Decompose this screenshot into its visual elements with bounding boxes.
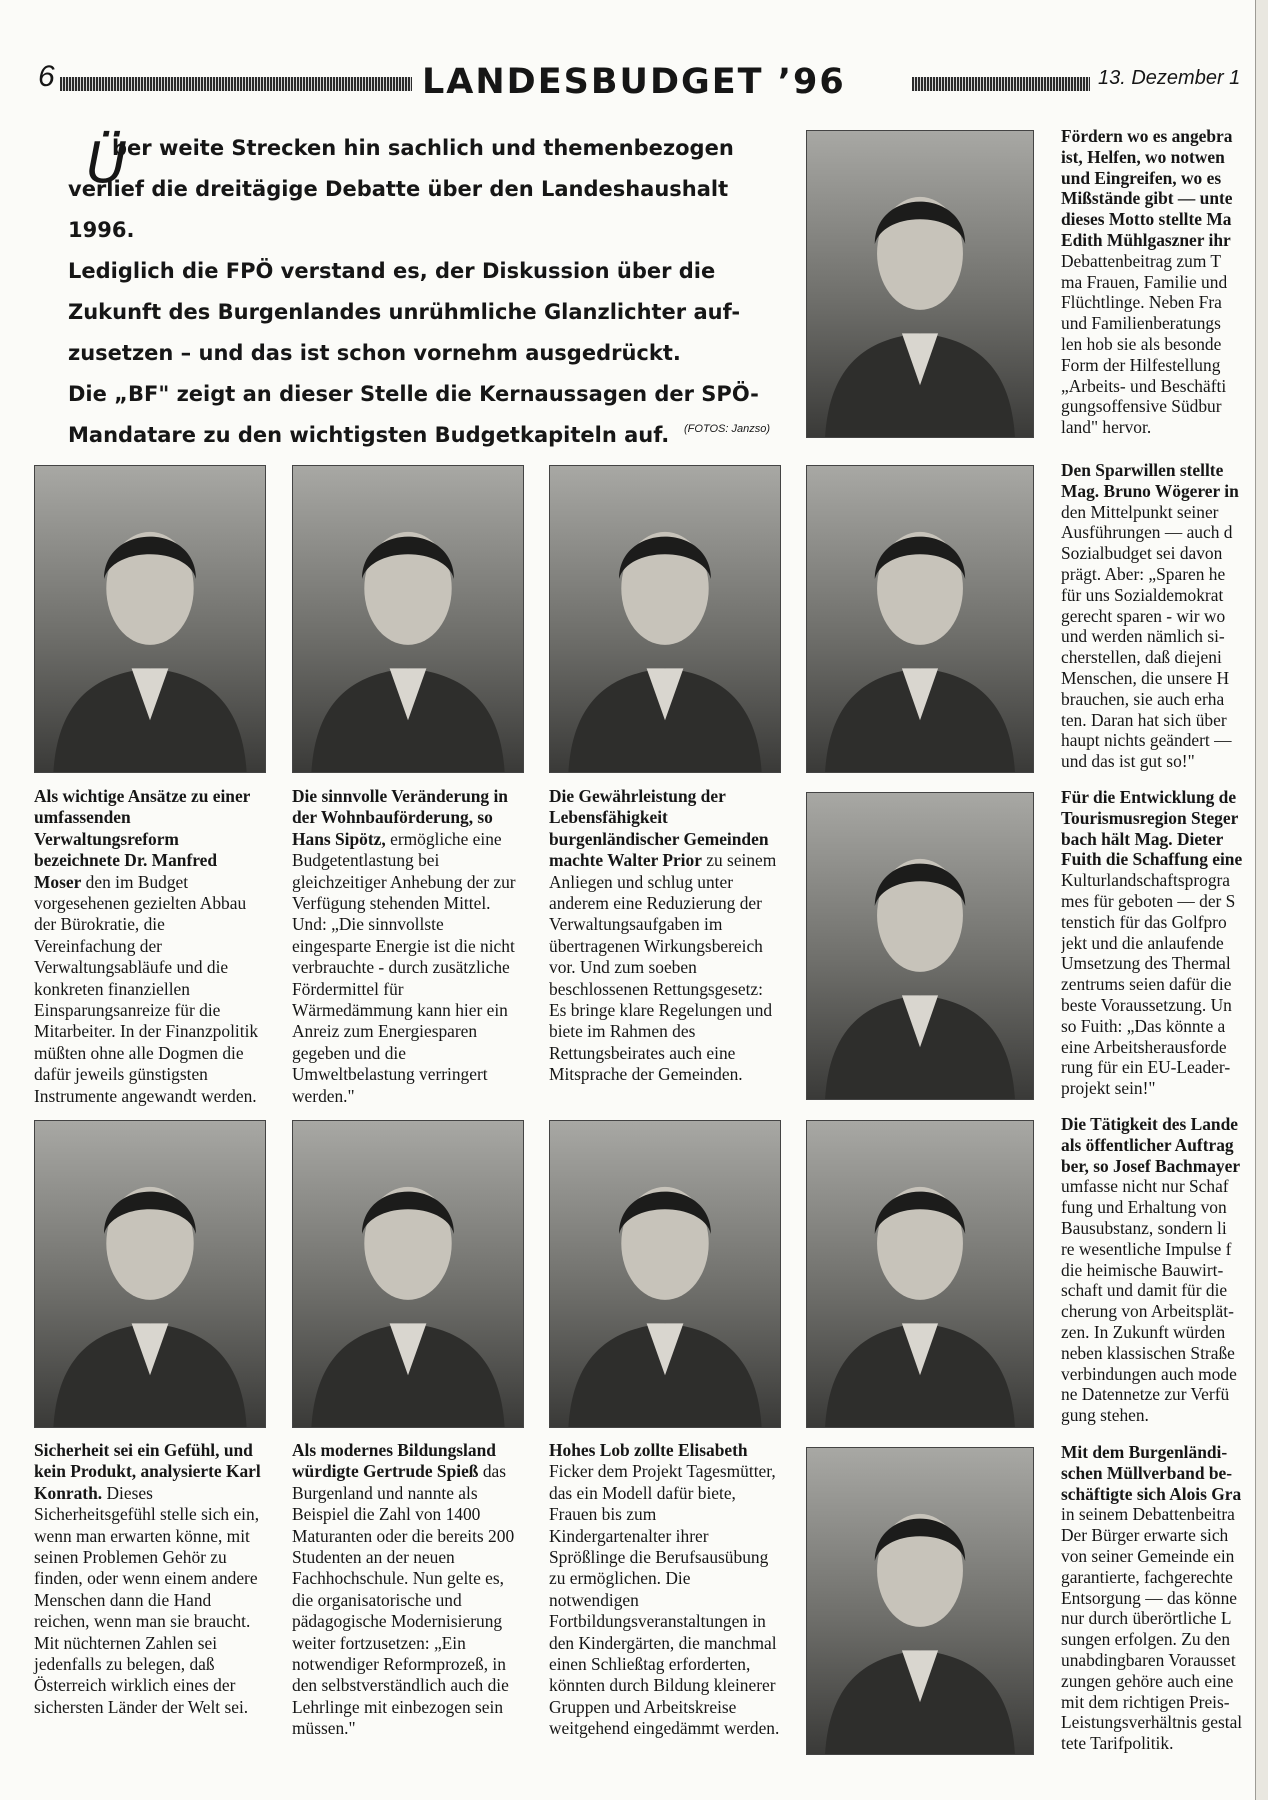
column-line: land" hervor. <box>1061 417 1152 438</box>
column-line: mes für geboten — der S <box>1061 890 1236 911</box>
column-line: umfasse nicht nur Schaf <box>1061 1176 1229 1197</box>
column-line: zen. In Zukunft würden <box>1061 1321 1226 1342</box>
issue-date: 13. Dezember 1 <box>1098 67 1241 89</box>
column-line: die heimische Bauwirt- <box>1061 1259 1224 1280</box>
column-line: Den Sparwillen stellte <box>1061 460 1224 480</box>
scan-edge <box>1255 0 1268 1800</box>
caption-prior <box>549 786 781 1086</box>
column-line: gung stehen. <box>1061 1405 1149 1426</box>
portrait-photo <box>549 1120 781 1428</box>
column-line: ma Frauen, Familie und <box>1061 271 1228 292</box>
caption-body: zu seinem Anliegen und schlug unter anderem eine Reduzierung der Verwaltungsaufgaben im übertragenen Wirkungsbereich vor. Und zum soeben beschlossenen Rettungsgesetz: Es bringe klare Regelungen und biete im Rahmen des Rettungsbeirates auch eine Mitsprache der Gemeinden. <box>549 850 777 1085</box>
column-line: nur durch überörtliche L <box>1061 1608 1232 1629</box>
right-column-muehlgaszner <box>1061 126 1266 438</box>
photo-credit: (FOTOS: Janzso) <box>684 423 770 435</box>
page-number: 6 <box>38 60 55 93</box>
intro-line: Mandatare zu den wichtigsten Budgetkapiteln auf. <box>68 423 670 447</box>
intro-line: Lediglich die FPÖ verstand es, der Diskussion über die <box>68 259 716 283</box>
column-line: Mit dem Burgenländi- <box>1061 1442 1228 1462</box>
caption-lead: Hohes Lob zollte Elisabeth <box>549 1440 748 1460</box>
column-line: in seinem Debattenbeitra <box>1061 1504 1235 1525</box>
column-line: so Fuith: „Das könnte a <box>1061 1015 1226 1036</box>
column-line: neben klassischen Straße <box>1061 1342 1235 1363</box>
portrait-photo <box>806 1120 1034 1428</box>
column-line: für uns Sozialdemokrat <box>1061 584 1224 605</box>
header-rule-left <box>60 77 412 91</box>
right-column-bachmayer <box>1061 1114 1266 1426</box>
column-line: Leistungsverhältnis gestal <box>1061 1712 1243 1733</box>
caption-body: Dieses Sicherheitsgefühl stelle sich ein, wenn man erwarten könne, mit seinen Problemen Gehör zu finden, oder wenn einem andere Menschen dann die Hand reichen, wenn man sie braucht. Mit nüchternen Zahlen sei jedenfalls zu belegen, daß Österreich wirklich eines der sichersten Länder der Welt sei. <box>34 1482 260 1717</box>
caption-spiess <box>292 1440 524 1740</box>
column-line: gerecht sparen - wir wo <box>1061 605 1226 626</box>
column-line: tenstich für das Golfpro <box>1061 911 1227 932</box>
column-line: den Mittelpunkt seiner <box>1061 501 1219 522</box>
column-line: als öffentlicher Auftrag <box>1061 1134 1234 1155</box>
column-line: fung und Erhaltung von <box>1061 1197 1227 1218</box>
column-line: verbindungen auch mode <box>1061 1363 1237 1384</box>
column-line: dieses Motto stellte Ma <box>1061 209 1232 230</box>
column-line: Edith Mühlgaszner ihr <box>1061 229 1231 250</box>
column-line: Umsetzung des Thermal <box>1061 953 1231 974</box>
column-line: zentrums seien dafür die <box>1061 974 1232 995</box>
caption-lead: Die sinnvolle Veränderung in der Wohnbauförderung, so Hans Sipötz, <box>292 786 508 849</box>
portrait-photo <box>292 465 524 773</box>
column-line: von seiner Gemeinde ein <box>1061 1545 1235 1566</box>
caption-lead: Als wichtige Ansätze zu einer umfassenden Verwaltungsreform bezeichnete Dr. Manfred Moser <box>34 786 251 892</box>
column-line: Bausubstanz, sondern li <box>1061 1217 1227 1238</box>
caption-body: den im Budget vorgesehenen gezielten Abbau der Bürokratie, die Vereinfachung der Verwaltungsabläufe und die konkreten finanziellen Einsparungsanreize für die Mitarbeiter. In der Finanzpolitik müßten ohne alle Dogmen die dafür jeweils günstigsten Instrumente angewandt werden. <box>34 871 259 1106</box>
column-line: „Arbeits- und Beschäfti <box>1061 375 1227 396</box>
column-line: Menschen, die unsere H <box>1061 667 1230 688</box>
column-line: Fördern wo es angebra <box>1061 126 1233 146</box>
column-line: jekt und die anlaufende <box>1061 932 1224 953</box>
column-line: und Familienberatungs <box>1061 313 1221 334</box>
column-line: Kulturlandschaftsprogra <box>1061 870 1231 891</box>
column-line: mit dem richtigen Preis- <box>1061 1691 1230 1712</box>
column-line: prägt. Aber: „Sparen he <box>1061 563 1226 584</box>
column-line: cherstellen, daß diejeni <box>1061 647 1222 668</box>
column-line: ber, so Josef Bachmayer <box>1061 1155 1241 1176</box>
caption-body: das Burgenland und nannte als Beispiel die Zahl von 1400 Maturanten oder die bereits 200 Studenten an der neuen Fachhochschule. Nun gelte es, die organisatorische und pädagogische Modernisierung weiter fortzusetzen: „Ein notwendiger Reformprozeß, in den selbstverständlich auch die Lehrlinge mit einbezogen sein müssen." <box>292 1461 515 1739</box>
column-line: Mag. Bruno Wögerer in <box>1061 480 1239 501</box>
column-line: haupt nichts geändert — <box>1061 730 1232 751</box>
intro-line: ber weite Strecken hin sachlich und themenbezogen <box>112 136 734 160</box>
caption-lead: Die Gewährleistung der Lebensfähigkeit burgenländischer Gemeinden machte Walter Prior <box>549 786 769 871</box>
column-line: schaft und damit für die <box>1061 1280 1228 1301</box>
column-line: projekt sein!" <box>1061 1078 1156 1099</box>
portrait-photo <box>34 465 266 773</box>
column-line: Sozialbudget sei davon <box>1061 543 1223 564</box>
column-line: Flüchtlinge. Neben Fra <box>1061 292 1222 313</box>
intro-line: zusetzen – und das ist schon vornehm ausgedrückt. <box>68 341 681 365</box>
column-line: Ausführungen — auch d <box>1061 522 1233 543</box>
caption-lead: Sicherheit sei ein Gefühl, und kein Produkt, analysierte Karl Konrath. <box>34 1440 261 1503</box>
intro-line: verlief die dreitägige Debatte über den Landeshaushalt 1996. <box>68 177 729 242</box>
caption-ficker <box>549 1440 781 1740</box>
column-line: tete Tarifpolitik. <box>1061 1733 1174 1754</box>
column-line: len hob sie als besonde <box>1061 333 1222 354</box>
column-line: und das ist gut so!" <box>1061 751 1195 772</box>
column-line: unabdingbaren Vorausset <box>1061 1649 1236 1670</box>
column-line: sungen erfolgen. Zu den <box>1061 1629 1231 1650</box>
header-rule-right <box>912 77 1090 91</box>
intro-text <box>68 128 784 456</box>
caption-body: ermögliche eine Budgetentlastung bei gleichzeitiger Anhebung der zur Verfügung stehenden Mittel. Und: „Die sinnvollste eingesparte Energie ist die nicht verbrauchte - durch zusätzliche Fördermittel für Wärmedämmung kann hier ein Anreiz zum Energiesparen gegeben und die Umweltbelastung verringert werden." <box>292 828 516 1106</box>
column-line: beste Voraussetzung. Un <box>1061 994 1232 1015</box>
caption-lead: Als modernes Bildungsland würdigte Gertrude Spieß <box>292 1440 496 1482</box>
column-line: schen Müllverband be- <box>1061 1462 1233 1483</box>
column-line: Für die Entwicklung de <box>1061 787 1237 807</box>
column-line: rung für ein EU-Leader- <box>1061 1057 1231 1078</box>
column-line: bach hält Mag. Dieter <box>1061 828 1224 849</box>
column-line: brauchen, sie auch erha <box>1061 688 1225 709</box>
portrait-photo <box>806 792 1034 1100</box>
column-line: eine Arbeitsherausforde <box>1061 1036 1227 1057</box>
column-line: gungsoffensive Südbur <box>1061 396 1222 417</box>
column-line: Fuith die Schaffung eine <box>1061 849 1243 870</box>
column-line: Mißstände gibt — unte <box>1061 188 1233 209</box>
portrait-photo <box>549 465 781 773</box>
column-line: zungen gehöre auch eine <box>1061 1670 1234 1691</box>
intro-drop-cap: Ü <box>86 131 127 196</box>
column-line: Tourismusregion Steger <box>1061 807 1239 828</box>
column-line: cherung von Arbeitsplät- <box>1061 1301 1234 1322</box>
right-column-woegerer <box>1061 460 1266 772</box>
column-line: Form der Hilfestellung <box>1061 354 1221 375</box>
intro-line: Die „BF" zeigt an dieser Stelle die Kernaussagen der SPÖ- <box>68 382 759 406</box>
intro-line: Zukunft des Burgenlandes unrühmliche Glanzlichter auf- <box>68 300 741 324</box>
caption-moser <box>34 786 266 1107</box>
column-line: re wesentliche Impulse f <box>1061 1238 1232 1259</box>
column-line: garantierte, fachgerechte <box>1061 1566 1233 1587</box>
portrait-photo <box>806 465 1034 773</box>
section-title: LANDESBUDGET ’96 <box>422 62 846 102</box>
column-line: Die Tätigkeit des Lande <box>1061 1114 1238 1134</box>
column-line: Debattenbeitrag zum T <box>1061 250 1221 271</box>
portrait-photo <box>34 1120 266 1428</box>
column-line: ten. Daran hat sich über <box>1061 709 1227 730</box>
right-column-fuith <box>1061 787 1266 1099</box>
right-column-graf <box>1061 1442 1266 1754</box>
column-line: Der Bürger erwarte sich <box>1061 1525 1229 1546</box>
caption-body: Ficker dem Projekt Tagesmütter, das ein Modell dafür biete, Frauen bis zum Kindergartenalter ihrer Sprößlinge die Berufsausübung zu ermöglichen. Die notwendigen Fortbildungsveranstaltungen in den Kindergärten, die manchmal einen Schließtag erforderten, könnten durch Bildung kleinerer Gruppen und Arbeitskreise weitgehend eingedämmt werden. <box>549 1461 780 1739</box>
column-line: ne Datennetze zur Verfü <box>1061 1384 1230 1405</box>
caption-konrath <box>34 1440 266 1718</box>
caption-sipoetz <box>292 786 524 1107</box>
portrait-photo <box>806 1447 1034 1755</box>
column-line: ist, Helfen, wo notwen <box>1061 146 1225 167</box>
column-line: und werden nämlich si- <box>1061 626 1225 647</box>
column-line: und Eingreifen, wo es <box>1061 167 1222 188</box>
column-line: Entsorgung — das könne <box>1061 1587 1237 1608</box>
portrait-photo <box>292 1120 524 1428</box>
portrait-photo <box>806 130 1034 438</box>
column-line: schäftigte sich Alois Gra <box>1061 1483 1242 1504</box>
